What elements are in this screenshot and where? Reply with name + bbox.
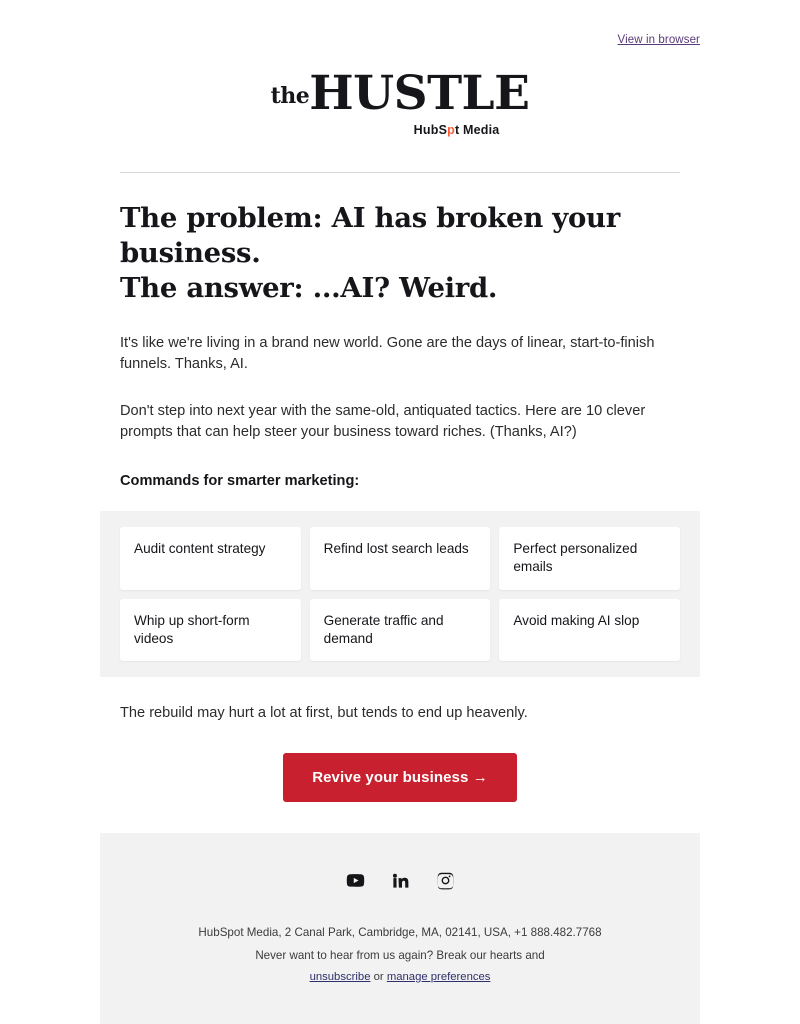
social-links xyxy=(100,871,700,890)
logo-sub-dot: p xyxy=(447,123,455,137)
email-content xyxy=(120,173,680,802)
prompt-cards-grid xyxy=(120,527,680,661)
lead-in-text: Commands for smarter marketing: xyxy=(120,472,360,489)
paragraph-2: Don't step into next year with the same-old, antiquated tactics. Here are 10 clever prompts that can help steer your business toward riches. (Thanks, AI?) xyxy=(120,402,646,441)
prompt-card[interactable]: Refind lost search leads xyxy=(310,527,491,590)
logo-sub-post: t Media xyxy=(454,123,500,137)
prompt-card[interactable]: Generate traffic and demand xyxy=(310,599,491,662)
logo-sub-pre: HubS xyxy=(413,123,448,137)
closing-paragraph: The rebuild may hurt a lot at first, but tends to end up heavenly. xyxy=(120,705,528,722)
email-footer xyxy=(100,833,700,1024)
footer-never-text: Never want to hear from us again? Break our hearts and xyxy=(255,949,545,963)
brand-logo xyxy=(0,66,800,139)
prompt-card[interactable]: Audit content strategy xyxy=(120,527,301,590)
unsubscribe-link[interactable]: unsubscribe xyxy=(309,970,371,983)
instagram-icon[interactable] xyxy=(436,871,455,890)
cta-container xyxy=(120,753,680,802)
headline-line-1: The problem: AI has broken your business. xyxy=(120,202,620,270)
logo-the-text: the xyxy=(270,83,310,109)
footer-address: HubSpot Media, 2 Canal Park, Cambridge, MA, 02141, USA, +1 888.482.7768 xyxy=(198,926,602,940)
manage-preferences-link[interactable]: manage preferences xyxy=(386,970,491,983)
prompt-card[interactable]: Whip up short-form videos xyxy=(120,599,301,662)
view-in-browser-row xyxy=(0,0,800,48)
footer-or-text: or xyxy=(373,970,384,983)
prompt-cards-band xyxy=(100,511,700,677)
logo-sublabel xyxy=(271,124,530,137)
linkedin-icon[interactable] xyxy=(391,871,410,890)
headline-line-2: The answer: ...AI? Weird. xyxy=(120,272,498,305)
revive-your-business-button[interactable]: Revive your business → xyxy=(283,753,517,802)
view-in-browser-link[interactable]: View in browser xyxy=(617,34,700,46)
youtube-icon[interactable] xyxy=(346,871,365,890)
footer-links xyxy=(100,971,700,983)
logo-wordmark xyxy=(270,66,530,121)
prompt-card[interactable]: Perfect personalized emails xyxy=(499,527,680,590)
paragraph-1: It's like we're living in a brand new world. Gone are the days of linear, start-to-finish funnels. Thanks, AI. xyxy=(120,334,655,373)
page-title xyxy=(120,201,680,307)
logo-hustle-text: HUSTLE xyxy=(309,66,530,121)
prompt-card[interactable]: Avoid making AI slop xyxy=(499,599,680,662)
